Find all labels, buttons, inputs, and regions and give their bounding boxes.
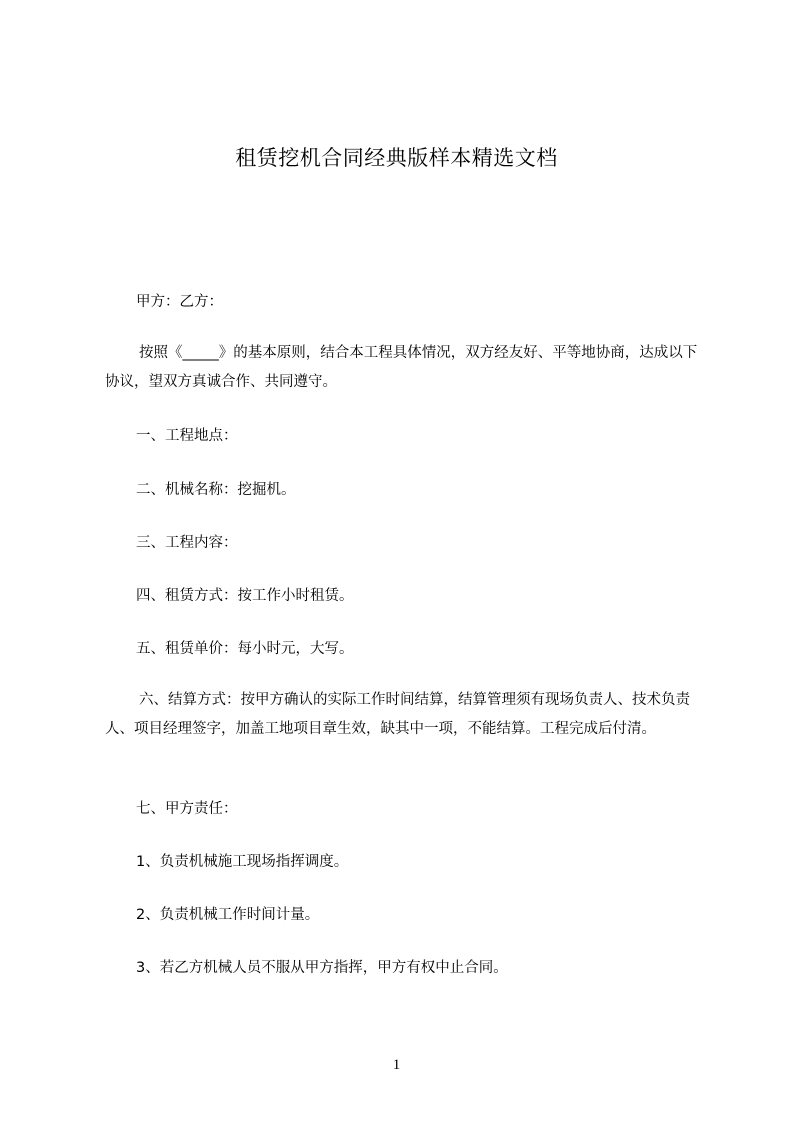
document-title: 租赁挖机合同经典版样本精选文档 [235, 146, 558, 170]
clause-lease-price: 五、租赁单价：每小时元，大写。 [136, 641, 354, 657]
clause-project-content: 三、工程内容： [136, 535, 238, 551]
page-number: 1 [392, 1057, 401, 1073]
responsibility-item-2: 2、负责机械工作时间计量。 [136, 907, 320, 923]
preamble-paragraph: 按照《_____》的基本原则，结合本工程具体情况，双方经友好、平等地协商，达成以下协议，望双方真诚合作、共同遵守。 [105, 345, 698, 390]
clause-party-a-responsibility: 七、甲方责任： [136, 801, 238, 817]
clause-lease-method: 四、租赁方式：按工作小时租赁。 [136, 588, 354, 604]
clause-settlement-method: 六、结算方式：按甲方确认的实际工作时间结算，结算管理须有现场负责人、技术负责人、项目经理签字，加盖工地项目章生效，缺其中一项，不能结算。工程完成后付清。 [105, 692, 690, 737]
clause-machine-name: 二、机械名称：挖掘机。 [136, 482, 296, 498]
clause-project-location: 一、工程地点： [136, 428, 238, 444]
responsibility-item-3: 3、若乙方机械人员不服从甲方指挥，甲方有权中止合同。 [136, 960, 508, 976]
responsibility-item-1: 1、负责机械施工现场指挥调度。 [136, 854, 349, 870]
party-line: 甲方：乙方： [136, 294, 223, 310]
